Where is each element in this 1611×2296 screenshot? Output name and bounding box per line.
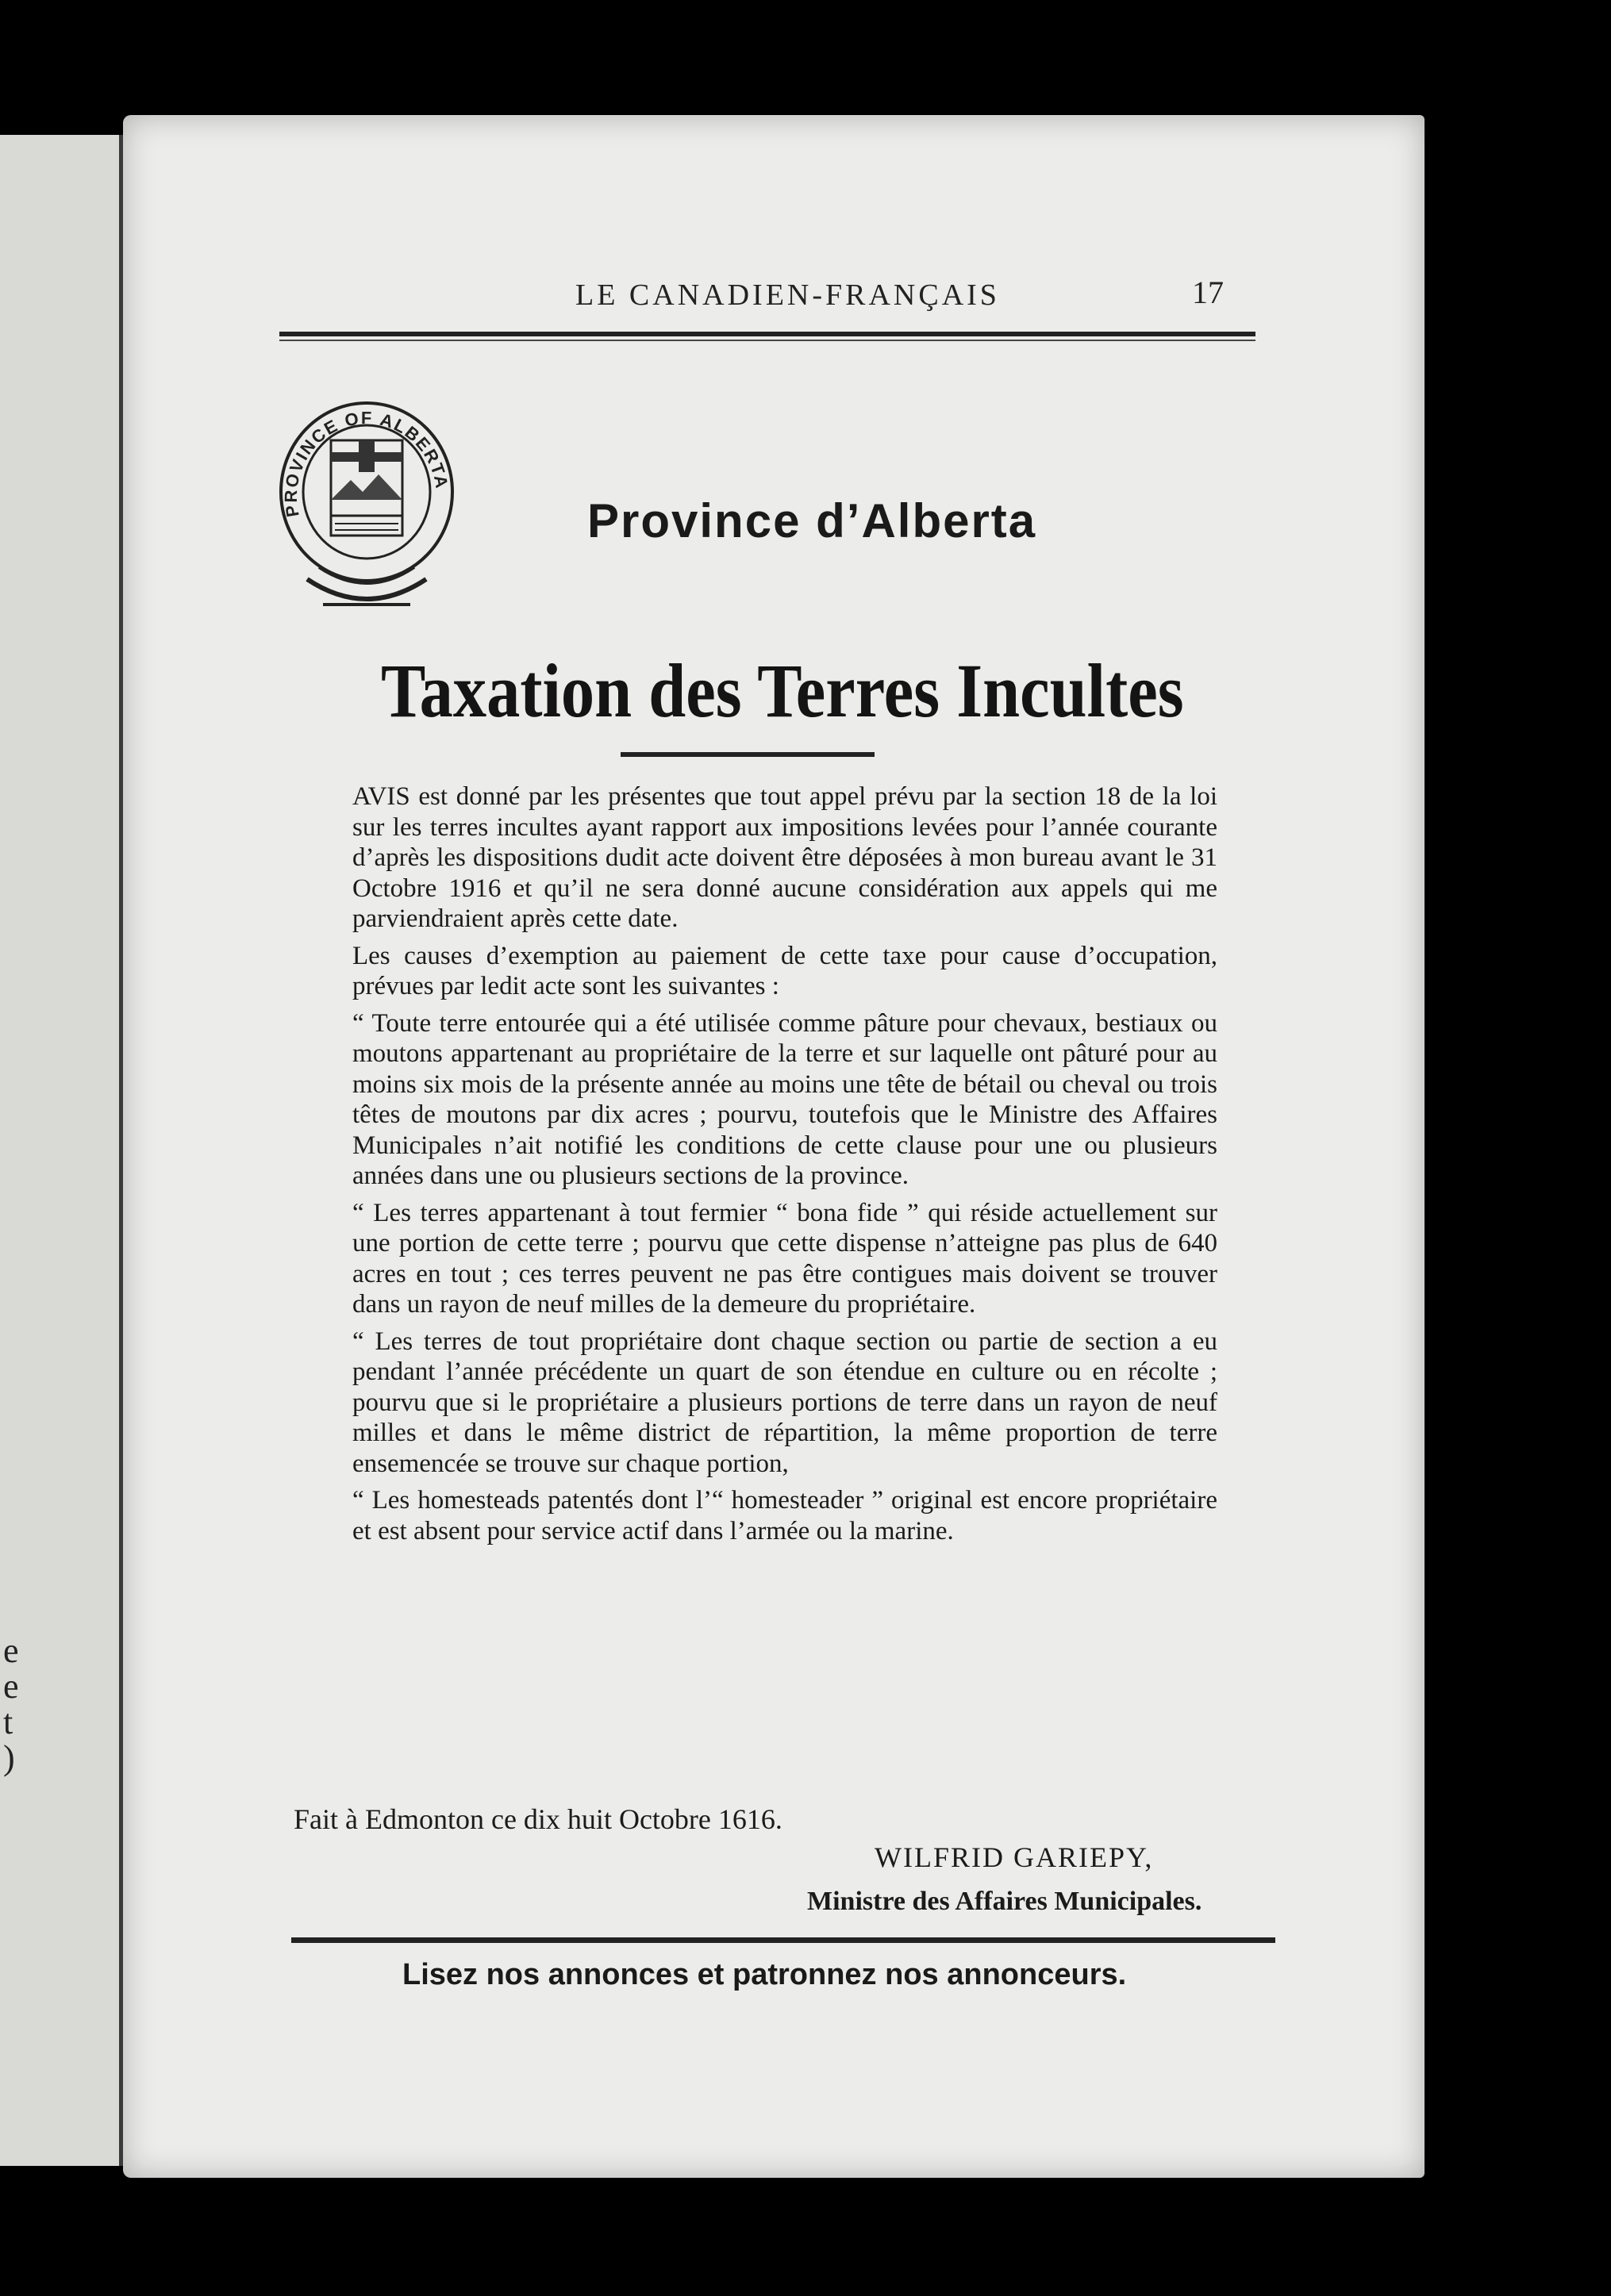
header-rule-thin — [279, 340, 1255, 341]
paragraph: “ Toute terre entourée qui a été utilisée comme pâture pour chevaux, bestiaux ou moutons appartenant au propriétaire de la terre et sur laquelle ont pâturé pour au moins six mois de la présente année au moins une tête de bétail ou cheval ou trois têtes de moutons par dix acres ; pourvu, toutefois que le Ministre des Affaires Municipales n’ait notifié les conditions de cette clause pour une ou plusieurs années dans une ou plusieurs sections de la province. — [352, 1008, 1217, 1190]
footer-slogan: Lisez nos annonces et patronnez nos annonceurs. — [402, 1958, 1127, 1991]
place-date: Fait à Edmonton ce dix huit Octobre 1616. — [294, 1803, 782, 1835]
left-page-fragment: t — [3, 1703, 13, 1741]
paragraph: “ Les terres appartenant à tout fermier “ bona fide ” qui réside actuellement sur une portion de cette terre ; pourvu que cette dispense n’atteigne pas plus de 640 acres en tout ; ces terres peuvent ne pas être contigues mais doivent se trouver dans un rayon de neuf milles de la demeure du propriétaire. — [352, 1198, 1217, 1319]
adjacent-left-page — [0, 135, 124, 2166]
left-page-fragment: e — [3, 1631, 19, 1670]
headline-rule — [621, 752, 875, 757]
left-page-fragment: ) — [3, 1738, 15, 1777]
page-number: 17 — [1192, 275, 1224, 310]
left-page-fragment: e — [3, 1667, 19, 1706]
paragraph: AVIS est donné par les présentes que tout appel prévu par la section 18 de la loi sur les terres incultes ayant rapport aux impositions levées pour l’année courante d’après les dispositions dudit acte doivent être déposées à mon bureau avant le 31 Octobre 1916 et qu’il ne sera donné aucune considération aux appels qui me parviendraient après cette date. — [352, 782, 1217, 933]
alberta-seal-icon — [275, 397, 458, 619]
paragraph: “ Les terres de tout propriétaire dont chaque section ou partie de section a eu pendant l’année précédente un quart de son étendue en culture ou en récolte ; pourvu que si le propriétaire a plusieurs portions de terre dans un rayon de neuf milles et dans le même district de répartition, la même proportion de terre ensemencée se trouve sur chaque portion, — [352, 1327, 1217, 1478]
notice-body — [352, 781, 1217, 1553]
headline: Taxation des Terres Incultes — [381, 648, 1184, 733]
seal-text: PROVINCE OF ALBERTA — [280, 408, 452, 519]
header-rule — [279, 332, 1255, 336]
signatory-name: WILFRID GARIEPY, — [875, 1841, 1154, 1873]
footer-rule — [291, 1937, 1275, 1943]
signatory-title: Ministre des Affaires Municipales. — [807, 1887, 1202, 1916]
running-header: LE CANADIEN-FRANÇAIS — [575, 278, 1000, 312]
province-title: Province d’Alberta — [587, 494, 1037, 547]
paragraph: “ Les homesteads patentés dont l’“ homesteader ” original est encore propriétaire et est absent pour service actif dans l’armée ou la marine. — [352, 1486, 1217, 1545]
paragraph: Les causes d’exemption au paiement de cette taxe pour cause d’occupation, prévues par ledit acte sont les suivantes : — [352, 941, 1217, 1000]
